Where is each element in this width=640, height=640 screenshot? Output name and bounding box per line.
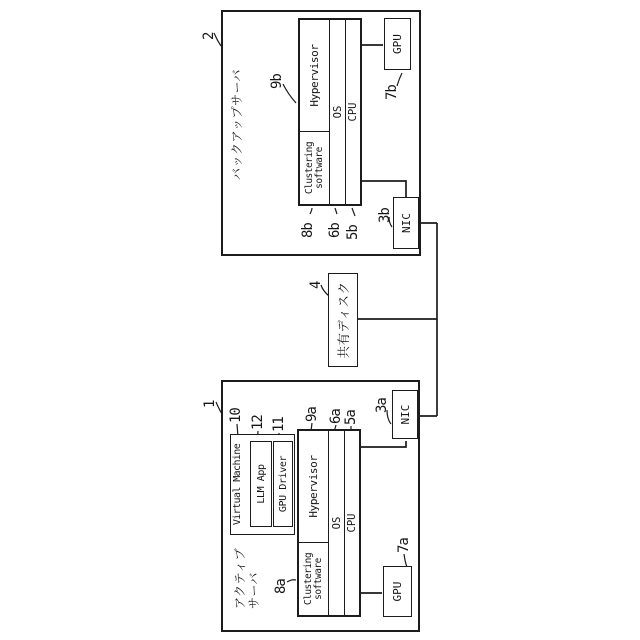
backup-os-box: OS — [329, 20, 345, 204]
active-server-title — [233, 548, 261, 609]
backup-gpu-box: GPU — [384, 18, 411, 70]
active-gpu-box: GPU — [383, 566, 412, 617]
llm-app-box: LLM App — [250, 441, 272, 527]
active-hypervisor-box: Hypervisor — [307, 455, 320, 518]
virtual-machine-box — [230, 434, 295, 535]
active-clustering-line1: Clustering — [302, 552, 314, 606]
backup-server-title: バックアップサーバ — [230, 68, 244, 180]
ref-4: 4 — [308, 281, 324, 289]
active-clustering-software-box — [299, 542, 328, 615]
ref-3b: 3b — [377, 208, 393, 223]
active-cpu-box: CPU — [344, 431, 359, 615]
backup-nic-box: NIC — [393, 197, 419, 249]
backup-cpu-box: CPU — [345, 20, 360, 204]
active-server-title-line2: サーバ — [247, 572, 261, 609]
ref-11: 11 — [271, 417, 287, 432]
ref-3a: 3a — [374, 398, 390, 413]
ref-7a: 7a — [396, 538, 412, 553]
ref-12: 12 — [250, 415, 266, 430]
ref-6a: 6a — [328, 409, 344, 424]
ref-5a: 5a — [343, 410, 359, 425]
active-nic-box: NIC — [392, 390, 418, 439]
backup-clustering-line1: Clustering — [303, 141, 315, 195]
ref-8a: 8a — [273, 579, 289, 594]
backup-hypervisor-box: Hypervisor — [308, 44, 321, 107]
active-os-box: OS — [328, 431, 344, 615]
gpu-driver-box: GPU Driver — [273, 441, 293, 527]
ref-10: 10 — [228, 408, 244, 423]
ref-5b: 5b — [345, 225, 361, 240]
backup-hypervisor-stack — [298, 18, 362, 206]
active-server-title-line1: アクティブ — [233, 547, 247, 609]
active-hypervisor-band — [299, 431, 328, 615]
ref-6b: 6b — [327, 223, 343, 238]
active-hypervisor-stack — [297, 429, 361, 617]
ref-2: 2 — [201, 32, 217, 40]
ref-7b: 7b — [384, 85, 400, 100]
backup-clustering-software-box — [300, 131, 329, 204]
virtual-machine-label: Virtual Machine — [232, 443, 243, 526]
backup-clustering-line2: software — [313, 147, 325, 189]
ref-1: 1 — [202, 400, 218, 408]
backup-hypervisor-band — [300, 20, 329, 204]
ref-9a: 9a — [304, 407, 320, 422]
shared-disk-box: 共有ディスク — [328, 273, 358, 367]
ref-9b: 9b — [269, 74, 285, 89]
ref-8b: 8b — [300, 223, 316, 238]
active-clustering-line2: software — [312, 558, 324, 600]
